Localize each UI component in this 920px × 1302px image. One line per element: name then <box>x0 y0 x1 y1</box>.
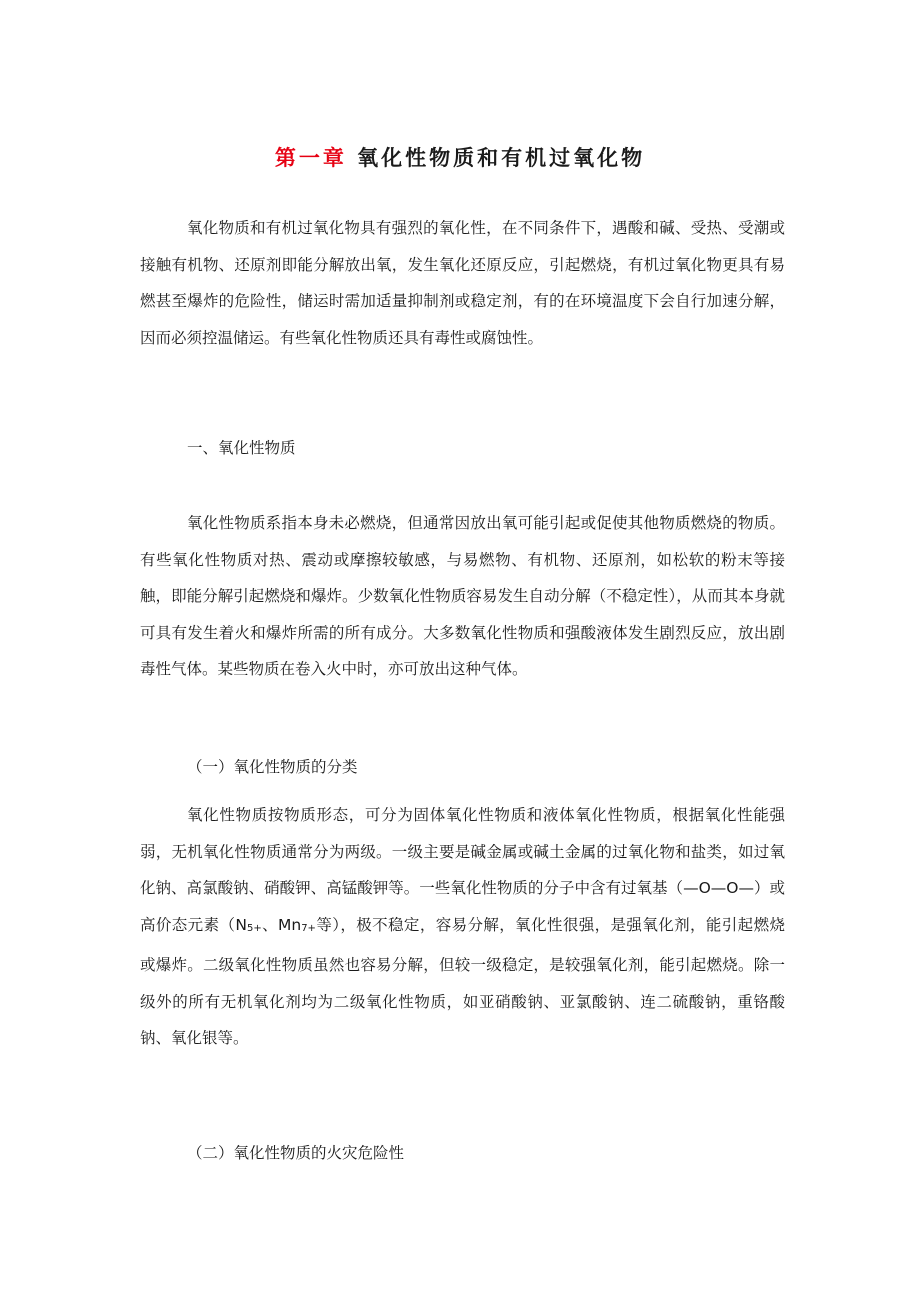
subsection-heading-fire-hazard: （二）氧化性物质的火灾危险性 <box>187 1144 405 1162</box>
section-heading-oxidizers: 一、氧化性物质 <box>187 439 296 457</box>
classification-text-a: 氧化性物质按物质形态，可分为固体氧化性物质和液体氧化性物质，根据氧化性能强弱，无机氧化性物质通常分为两级。一级主要是碱金属或碱土金属的过氧化物和盐类，如过氧化钠、高氯酸钠、硝酸钾、高锰酸钾等。一些氧化性物质的分子中含有过氧基（—O—O—）或高价态元素（N <box>140 806 785 934</box>
chapter-number: 第一章 <box>274 146 347 170</box>
classification-text-b: 、Mn <box>261 915 302 934</box>
subsection-heading-classification: （一）氧化性物质的分类 <box>187 758 358 776</box>
classification-paragraph <box>140 797 785 1057</box>
classification-text-c: 等），极不稳定，容易分解，氧化性很强，是强氧化剂，能引起燃烧或爆炸。二级氧化性物质虽然也容易分解，但较一级稳定，是较强氧化剂，能引起燃烧。除一级外的所有无机氧化剂均为二级氧化性物质，如亚硝酸钠、亚氯酸钠、连二硫酸钠，重铬酸钠、氧化银等。 <box>140 915 785 1047</box>
oxidizer-definition-paragraph: 氧化性物质系指本身未必燃烧，但通常因放出氧可能引起或促使其他物质燃烧的物质。有些氧化性物质对热、震动或摩擦较敏感，与易燃物、有机物、还原剂，如松软的粉末等接触，即能分解引起燃烧和爆炸。少数氧化性物质容易发生自动分解（不稳定性），从而其本身就可具有发生着火和爆炸所需的所有成分。大多数氧化性物质和强酸液体发生剧烈反应，放出剧毒性气体。某些物质在卷入火中时，亦可放出这种气体。 <box>140 514 785 678</box>
chapter-title <box>0 142 920 174</box>
manganese-charge: 7+ <box>301 922 316 934</box>
chapter-title-text: 氧化性物质和有机过氧化物 <box>357 146 646 170</box>
intro-paragraph: 氧化物质和有机过氧化物具有强烈的氧化性，在不同条件下，遇酸和碱、受热、受潮或接触有机物、还原剂即能分解放出氧，发生氧化还原反应，引起燃烧，有机过氧化物更具有易燃甚至爆炸的危险性，储运时需加适量抑制剂或稳定剂，有的在环境温度下会自行加速分解，因而必须控温储运。有些氧化性物质还具有毒性或腐蚀性。 <box>140 219 785 347</box>
nitrogen-charge: 5+ <box>246 922 262 934</box>
